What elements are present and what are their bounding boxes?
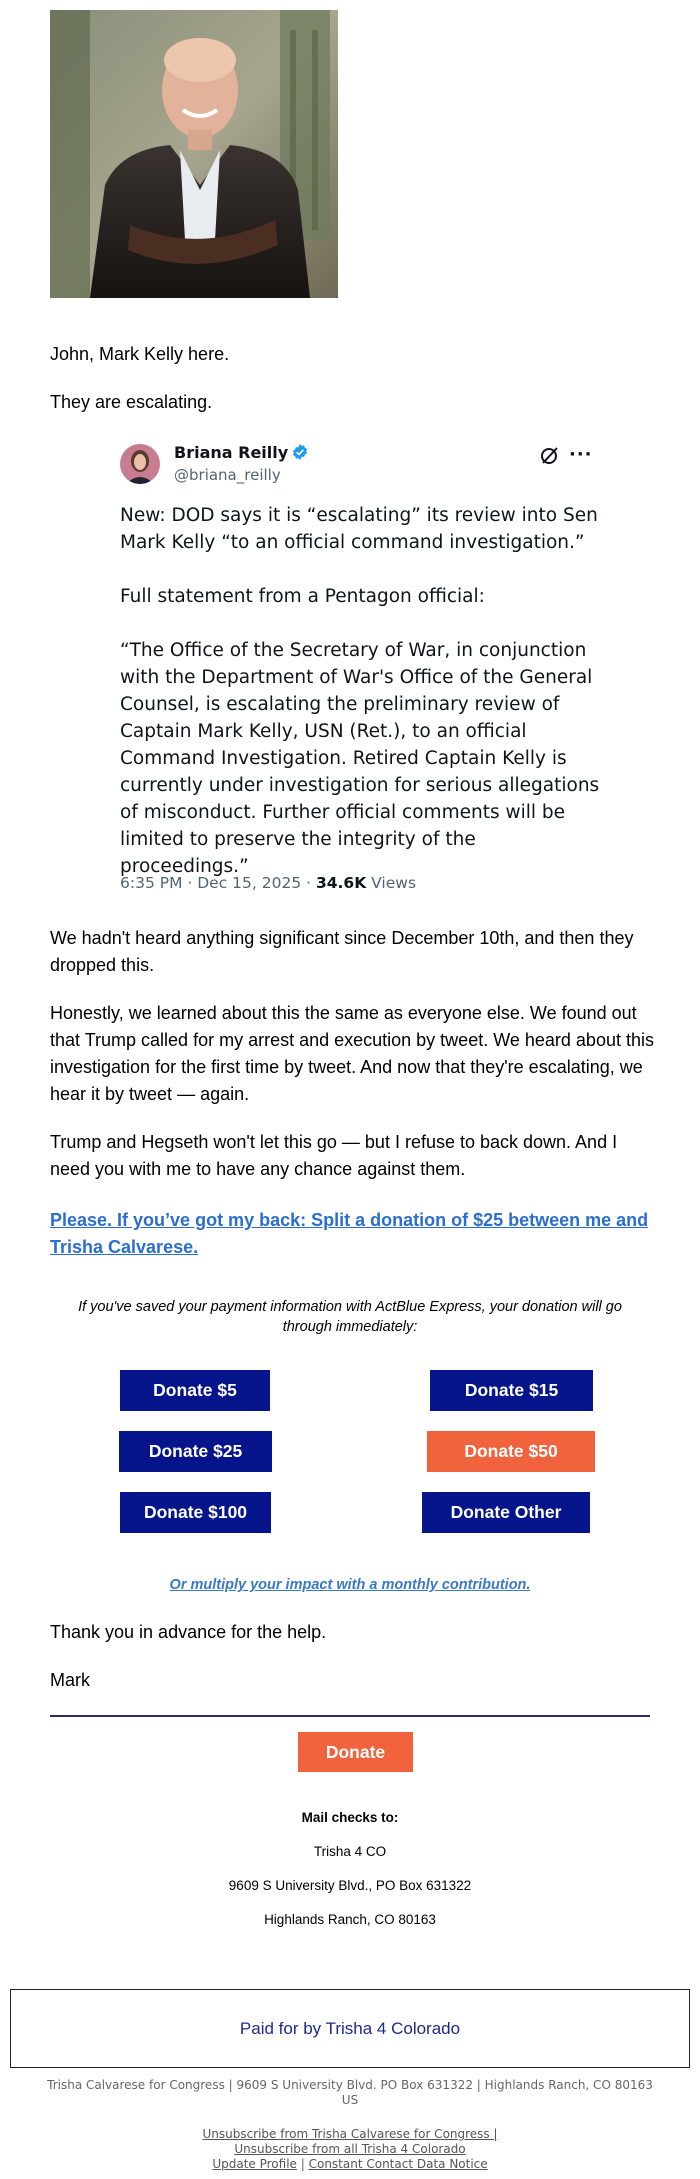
tweet-author-name[interactable] bbox=[174, 443, 309, 462]
tweet-paragraph: Full statement from a Pentagon official: bbox=[120, 586, 485, 607]
body-paragraph-3: Trump and Hegseth won't let this go — but I refuse to back down. And I need you with me to have any chance against them. bbox=[50, 1132, 618, 1179]
tweet-views-count: 34.6K bbox=[315, 874, 367, 892]
donate-100-button[interactable]: Donate $100 bbox=[120, 1492, 271, 1533]
tweet-views-label: Views bbox=[366, 874, 417, 892]
actblue-express-note: If you've saved your payment information with ActBlue Express, your donation will go through immediately: bbox=[78, 1299, 622, 1335]
thanks-text: Thank you in advance for the help. bbox=[50, 1622, 327, 1642]
tweet-author-name-text[interactable]: Briana Reilly bbox=[174, 443, 289, 462]
update-profile-link[interactable]: Update Profile bbox=[212, 2157, 297, 2171]
split-donation-link[interactable]: Please. If you’ve got my back: Split a donation of $25 between me and Trisha Calvarese. bbox=[50, 1210, 649, 1257]
body-paragraph-1: We hadn't heard anything significant since December 10th, and then they dropped this. bbox=[50, 928, 634, 975]
donate-5-button[interactable]: Donate $5 bbox=[120, 1370, 270, 1411]
escalating-text: They are escalating. bbox=[50, 392, 213, 412]
mail-street: 9609 S University Blvd., PO Box 631322 bbox=[228, 1878, 472, 1893]
donate-15-button[interactable]: Donate $15 bbox=[430, 1370, 593, 1411]
paid-for-text: Paid for by Trisha 4 Colorado bbox=[239, 2018, 461, 2038]
paid-for-disclaimer bbox=[10, 1989, 690, 2068]
footer-links bbox=[40, 2127, 660, 2172]
signature-text: Mark bbox=[50, 1670, 90, 1690]
tweet-timestamp[interactable]: 6:35 PM · Dec 15, 2025 · bbox=[120, 874, 316, 892]
tweet-paragraph: “The Office of the Secretary of War, in conjunction with the Department of War's Office of the General Counsel, is escalating the preliminary review of Captain Mark Kelly, USN (Ret.), to an official Command Investigation. Retired Captain Kelly is currently under investigation for serious allegations of misconduct. Further official comments will be limited to preserve the integrity of the proceedings.” bbox=[120, 640, 600, 877]
more-options-icon[interactable]: ··· bbox=[569, 444, 593, 465]
tweet-author-handle[interactable]: @briana_reilly bbox=[174, 466, 281, 484]
tweet-author-avatar[interactable] bbox=[120, 444, 160, 484]
donate-50-button[interactable]: Donate $50 bbox=[427, 1431, 595, 1472]
divider bbox=[50, 1715, 650, 1717]
tweet-body bbox=[120, 502, 600, 907]
tweet-paragraph: New: DOD says it is “escalating” its review into Sen Mark Kelly “to an official command investigation.” bbox=[120, 505, 598, 553]
monthly-contribution-link[interactable]: Or multiply your impact with a monthly contribution. bbox=[169, 1577, 531, 1593]
portrait-image bbox=[50, 10, 338, 298]
donate-main-button[interactable]: Donate bbox=[298, 1732, 413, 1772]
mail-city: Highlands Ranch, CO 80163 bbox=[264, 1912, 436, 1927]
footer-separator: | bbox=[296, 2157, 309, 2171]
grok-icon[interactable] bbox=[538, 444, 560, 466]
unsubscribe-link[interactable]: Unsubscribe from Trisha Calvarese for Congress | bbox=[202, 2127, 498, 2141]
unsubscribe-all-link[interactable]: Unsubscribe from all Trisha 4 Colorado bbox=[234, 2142, 466, 2156]
hero-photo bbox=[50, 10, 338, 298]
mail-checks-heading: Mail checks to: bbox=[301, 1810, 399, 1825]
data-notice-link[interactable]: Constant Contact Data Notice bbox=[308, 2157, 488, 2171]
mail-name: Trisha 4 CO bbox=[313, 1844, 387, 1859]
tweet-meta[interactable] bbox=[120, 874, 416, 892]
footer-address: Trisha Calvarese for Congress | 9609 S University Blvd. PO Box 631322 | Highlands Ranch, CO 80163 US bbox=[47, 2078, 653, 2107]
greeting-text: John, Mark Kelly here. bbox=[50, 344, 230, 364]
verified-badge-icon bbox=[291, 443, 309, 461]
donate-25-button[interactable]: Donate $25 bbox=[119, 1431, 272, 1472]
donate-other-button[interactable]: Donate Other bbox=[422, 1492, 590, 1533]
body-paragraph-2: Honestly, we learned about this the same as everyone else. We found out that Trump called for my arrest and execution by tweet. We heard about this investigation for the first time by tweet. And now that they're escalating, we hear it by tweet — again. bbox=[50, 1003, 654, 1104]
